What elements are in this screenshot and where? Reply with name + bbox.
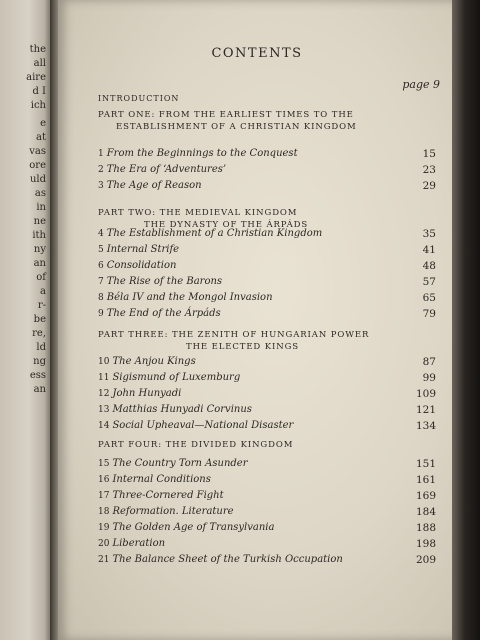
- toc-entry: [98, 420, 436, 434]
- chapter-page: 209: [415, 554, 436, 566]
- page-title: CONTENTS: [211, 46, 303, 61]
- toc-entry: [98, 538, 436, 552]
- chapter-page: 15: [422, 148, 436, 160]
- left-page-fragment: all: [33, 58, 46, 69]
- chapter-number: 12: [98, 389, 110, 399]
- chapter-number: 16: [98, 475, 110, 485]
- chapter-page: 134: [415, 420, 436, 432]
- introduction-label: INTRODUCTION: [98, 94, 180, 103]
- chapter-number: 2: [98, 165, 104, 175]
- toc-entry: [98, 292, 436, 306]
- left-page-fragment: aire: [26, 72, 46, 83]
- part-subheading: THE DYNASTY OF THE ÁRPÁDS: [144, 220, 309, 230]
- chapter-page: 161: [415, 474, 436, 486]
- toc-entry: [98, 164, 436, 178]
- left-page-fragment: as: [34, 188, 46, 199]
- chapter-title: Three-Cornered Fight: [112, 490, 224, 501]
- chapter-title: The Age of Reason: [106, 180, 202, 191]
- chapter-page: 87: [422, 356, 436, 368]
- chapter-page: 35: [422, 228, 436, 240]
- chapter-title: The Country Torn Asunder: [112, 458, 248, 469]
- chapter-title: Béla IV and the Mongol Invasion: [106, 292, 273, 303]
- chapter-number: 21: [98, 555, 110, 565]
- chapter-page: 79: [422, 308, 436, 320]
- chapter-number: 18: [98, 507, 110, 517]
- chapter-number: 17: [98, 491, 110, 501]
- chapter-title: John Hunyadi: [112, 388, 182, 399]
- chapter-number: 7: [98, 277, 104, 287]
- left-page-fragment: r-: [37, 300, 46, 311]
- left-page-fragment: of: [36, 272, 46, 283]
- chapter-page: 41: [422, 244, 436, 256]
- chapter-title: Liberation: [112, 538, 166, 549]
- toc-entry: [98, 356, 436, 370]
- toc-entry: [98, 388, 436, 402]
- left-page-fragment: ne: [33, 216, 46, 227]
- left-page-fragment: ld: [36, 342, 46, 353]
- toc-entry: [98, 458, 436, 472]
- toc-entry: [98, 276, 436, 290]
- chapter-title: Internal Strife: [106, 244, 180, 255]
- left-page-fragment: ny: [33, 244, 46, 255]
- chapter-number: 8: [98, 293, 104, 303]
- left-page-fragment: vas: [29, 146, 46, 157]
- part-heading: PART TWO: THE MEDIEVAL KINGDOM: [98, 208, 298, 218]
- chapter-page: 121: [415, 404, 436, 416]
- chapter-page: 151: [415, 458, 436, 470]
- chapter-title: Internal Conditions: [112, 474, 211, 485]
- chapter-title: Consolidation: [106, 260, 177, 271]
- left-page-fragment: ng: [33, 356, 46, 367]
- toc-entry: [98, 228, 436, 242]
- chapter-page: 198: [415, 538, 436, 550]
- chapter-title: The Era of ‘Adventures’: [106, 164, 227, 175]
- chapter-number: 20: [98, 539, 110, 549]
- chapter-number: 14: [98, 421, 110, 431]
- left-page-fragment: in: [36, 202, 46, 213]
- part-subheading: THE ELECTED KINGS: [186, 342, 299, 352]
- left-page-fragment: ore: [29, 160, 46, 171]
- chapter-page: 99: [422, 372, 436, 384]
- chapter-title: The Golden Age of Transylvania: [112, 522, 275, 533]
- chapter-page: 48: [422, 260, 436, 272]
- chapter-page: 23: [422, 164, 436, 176]
- chapter-title: The Anjou Kings: [112, 356, 196, 367]
- part-heading: PART FOUR: THE DIVIDED KINGDOM: [98, 440, 294, 450]
- chapter-title: Reformation. Literature: [112, 506, 234, 517]
- page-edge-shadow: [452, 0, 480, 640]
- chapter-page: 184: [415, 506, 436, 518]
- left-page-fragment: a: [40, 286, 46, 297]
- part-heading: PART ONE: FROM THE EARLIEST TIMES TO THE: [98, 110, 354, 120]
- chapter-title: Matthias Hunyadi Corvinus: [112, 404, 252, 415]
- chapter-number: 11: [98, 373, 110, 383]
- chapter-title: Sigismund of Luxemburg: [112, 372, 241, 383]
- chapter-title: The End of the Árpáds: [106, 308, 221, 319]
- chapter-number: 4: [98, 229, 104, 239]
- part-subheading: ESTABLISHMENT OF A CHRISTIAN KINGDOM: [116, 122, 357, 132]
- left-page-fragment: the: [29, 44, 46, 55]
- toc-entry: [98, 490, 436, 504]
- left-facing-page: [0, 0, 52, 640]
- left-page-fragment: an: [33, 384, 46, 395]
- toc-entry: [98, 148, 436, 162]
- toc-entry: [98, 372, 436, 386]
- chapter-title: The Establishment of a Christian Kingdom: [106, 228, 323, 239]
- chapter-page: 57: [422, 276, 436, 288]
- chapter-number: 13: [98, 405, 110, 415]
- chapter-title: The Rise of the Barons: [106, 276, 223, 287]
- chapter-title: From the Beginnings to the Conquest: [106, 148, 298, 159]
- toc-entry: [98, 554, 436, 568]
- chapter-number: 9: [98, 309, 104, 319]
- left-page-fragment: ith: [32, 230, 46, 241]
- toc-entry: [98, 474, 436, 488]
- toc-entry: [98, 522, 436, 536]
- chapter-number: 1: [98, 149, 104, 159]
- left-page-fragment: ich: [30, 100, 46, 111]
- left-page-fragment: ess: [29, 370, 46, 381]
- toc-entry: [98, 404, 436, 418]
- chapter-page: 29: [422, 180, 436, 192]
- part-heading: PART THREE: THE ZENITH OF HUNGARIAN POWER: [98, 330, 370, 340]
- chapter-page: 109: [415, 388, 436, 400]
- left-page-fragment: be: [33, 314, 46, 325]
- left-page-fragment: d I: [32, 86, 46, 97]
- chapter-page: 169: [415, 490, 436, 502]
- chapter-number: 5: [98, 245, 104, 255]
- chapter-number: 3: [98, 181, 104, 191]
- toc-entry: [98, 180, 436, 194]
- toc-entry: [98, 260, 436, 274]
- left-page-fragment: e: [40, 118, 46, 129]
- toc-entry: [98, 244, 436, 258]
- left-page-fragment: at: [36, 132, 46, 143]
- chapter-page: 65: [422, 292, 436, 304]
- toc-entry: [98, 506, 436, 520]
- contents-page: [58, 0, 456, 640]
- left-page-fragment: uld: [29, 174, 46, 185]
- toc-entry: [98, 308, 436, 322]
- chapter-title: The Balance Sheet of the Turkish Occupation: [112, 554, 343, 565]
- left-page-fragment: re,: [32, 328, 46, 339]
- chapter-title: Social Upheaval—National Disaster: [112, 420, 294, 431]
- chapter-number: 6: [98, 261, 104, 271]
- chapter-page: 188: [415, 522, 436, 534]
- chapter-number: 19: [98, 523, 110, 533]
- introduction-page-number: page 9: [402, 78, 440, 91]
- left-page-fragment: an: [33, 258, 46, 269]
- chapter-number: 10: [98, 357, 110, 367]
- chapter-number: 15: [98, 459, 110, 469]
